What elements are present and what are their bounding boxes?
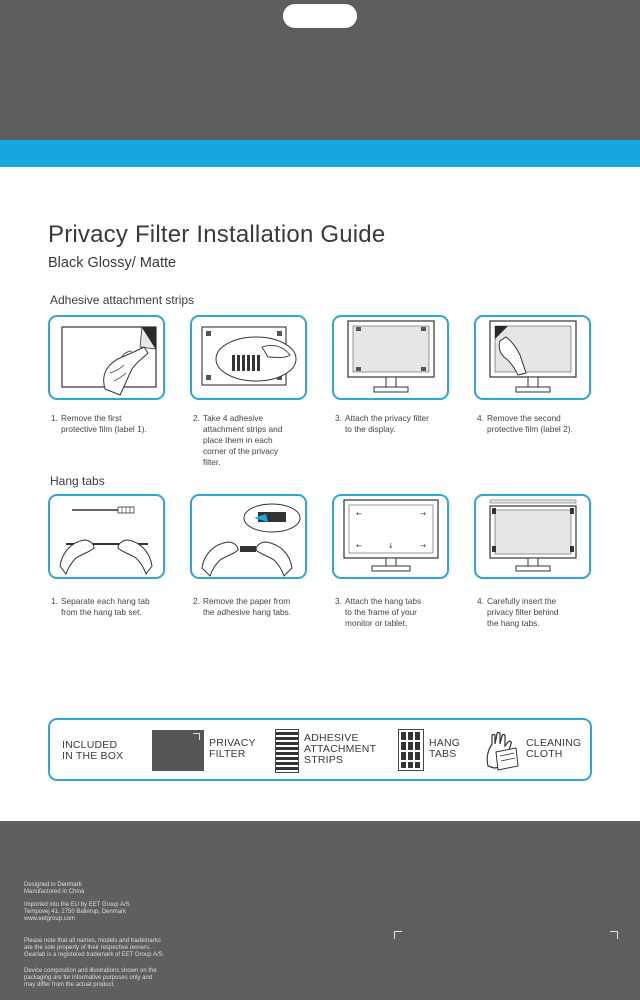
tabs-icon — [398, 729, 424, 771]
step-line: Attach the privacy filter — [345, 413, 429, 423]
adhesive-step-4-text — [477, 413, 603, 435]
fine-print-line: are the sole property of their respective owners. — [24, 945, 151, 951]
svg-text:→: → — [420, 510, 426, 518]
adhesive-step-3-text — [335, 413, 461, 435]
included-item-adhesive-strips — [304, 733, 376, 766]
step-number: 2. — [193, 596, 200, 606]
included-heading-line: INCLUDED — [62, 739, 118, 751]
included-heading — [62, 740, 123, 762]
hang-step-4-illustration — [474, 494, 591, 579]
fine-print-line: Designed in Denmark — [24, 882, 82, 888]
included-item-privacy-filter — [209, 738, 256, 760]
step-line: place them in each — [203, 435, 273, 445]
step-number: 3. — [335, 413, 342, 423]
fine-print-line: Imported into the EU by EET Group A/S — [24, 902, 130, 908]
separate-tabs-illustration — [50, 496, 163, 577]
step-line: Carefully insert the — [487, 596, 557, 606]
hang-step-2-illustration — [190, 494, 307, 579]
trademark-notice — [24, 938, 164, 959]
svg-text:↓: ↓ — [388, 542, 394, 550]
disclaimer-notice — [24, 968, 157, 989]
step-number: 4. — [477, 413, 484, 423]
fine-print-line: may differ from the actual product. — [24, 982, 115, 988]
step-line: the adhesive hang tabs. — [203, 607, 292, 617]
peel-film-illustration — [50, 317, 163, 398]
section-heading-adhesive: Adhesive attachment strips — [50, 293, 195, 307]
step-line: Remove the paper from — [203, 596, 291, 606]
step-line: the hang tabs. — [487, 618, 540, 628]
strips-icon — [275, 729, 299, 773]
item-label-line: CLOTH — [526, 748, 563, 760]
fine-print-line: Gearlab is a registered trademark of EET Group A/S. — [24, 952, 165, 958]
step-number: 2. — [193, 413, 200, 423]
crop-mark-right — [610, 931, 618, 939]
fine-print-line: Device composition and illustrations shown on the — [24, 968, 157, 974]
item-label-line: ADHESIVE — [304, 732, 359, 744]
section-heading-hang-tabs: Hang tabs — [50, 474, 105, 488]
importer-info — [24, 902, 130, 923]
adhesive-step-1-illustration — [48, 315, 165, 400]
remove-second-film-illustration — [476, 317, 589, 398]
monitor-attach-illustration — [334, 317, 447, 398]
step-line: protective film (label 2). — [487, 424, 573, 434]
item-label-line: STRIPS — [304, 754, 344, 766]
step-line: Remove the first — [61, 413, 122, 423]
adhesive-step-1-text — [51, 413, 177, 435]
step-line: Take 4 adhesive — [203, 413, 263, 423]
hang-step-4-text — [477, 596, 603, 629]
step-line: filter. — [203, 457, 221, 467]
step-number: 3. — [335, 596, 342, 606]
crop-mark-left — [394, 931, 402, 939]
step-line: from the hang tab set. — [61, 607, 142, 617]
step-line: corner of the privacy — [203, 446, 279, 456]
fine-print-line: www.eetgroup.com — [24, 916, 76, 922]
step-line: protective film (label 1). — [61, 424, 147, 434]
origin-info — [24, 882, 84, 896]
step-line: to the frame of your — [345, 607, 417, 617]
adhesive-step-2-text — [193, 413, 319, 468]
item-label-line: ATTACHMENT — [304, 743, 377, 755]
step-line: Attach the hang tabs — [345, 596, 422, 606]
hang-step-1-text — [51, 596, 177, 618]
included-heading-line: IN THE BOX — [62, 750, 124, 762]
accent-stripe — [0, 140, 640, 167]
included-in-box-panel — [48, 718, 592, 781]
hang-hole — [283, 4, 357, 28]
hang-step-2-text — [193, 596, 319, 618]
adhesive-step-3-illustration — [332, 315, 449, 400]
step-number: 1. — [51, 413, 58, 423]
item-label-line: HANG — [429, 737, 461, 749]
item-label-line: CLEANING — [526, 737, 582, 749]
remove-paper-illustration — [192, 496, 305, 577]
insert-filter-illustration — [476, 496, 589, 577]
svg-text:←: ← — [356, 510, 362, 518]
step-number: 4. — [477, 596, 484, 606]
adhesive-strips-illustration — [192, 317, 305, 398]
adhesive-step-4-illustration — [474, 315, 591, 400]
fine-print-line: Please note that all names, models and trademarks — [24, 938, 161, 944]
step-line: privacy filter behind — [487, 607, 559, 617]
step-line: to the display. — [345, 424, 396, 434]
step-line: Separate each hang tab — [61, 596, 150, 606]
page-title: Privacy Filter Installation Guide — [48, 221, 386, 248]
hang-step-1-illustration — [48, 494, 165, 579]
step-line: attachment strips and — [203, 424, 283, 434]
adhesive-step-2-illustration — [190, 315, 307, 400]
top-gray-band — [0, 0, 640, 140]
fine-print-line: Manufactured in China — [24, 889, 85, 895]
included-item-hang-tabs — [429, 738, 460, 760]
svg-text:←: ← — [356, 542, 362, 550]
fine-print-line: Tempovej 41, 2750 Ballerup, Denmark — [24, 909, 127, 915]
item-label-line: TABS — [429, 748, 457, 760]
cloth-icon — [482, 730, 522, 772]
step-number: 1. — [51, 596, 58, 606]
step-line: monitor or tablet. — [345, 618, 408, 628]
attach-hang-tabs-illustration — [334, 496, 447, 577]
svg-text:→: → — [420, 542, 426, 550]
item-label-line: FILTER — [209, 748, 246, 760]
hang-step-3-text — [335, 596, 461, 629]
item-label-line: PRIVACY — [209, 737, 256, 749]
filter-sheet-icon — [152, 730, 204, 771]
hang-step-3-illustration — [332, 494, 449, 579]
step-line: Remove the second — [487, 413, 561, 423]
included-item-cleaning-cloth — [526, 738, 581, 760]
page-subtitle: Black Glossy/ Matte — [48, 255, 177, 271]
fine-print-line: packaging are for informative purposes only and — [24, 975, 153, 981]
